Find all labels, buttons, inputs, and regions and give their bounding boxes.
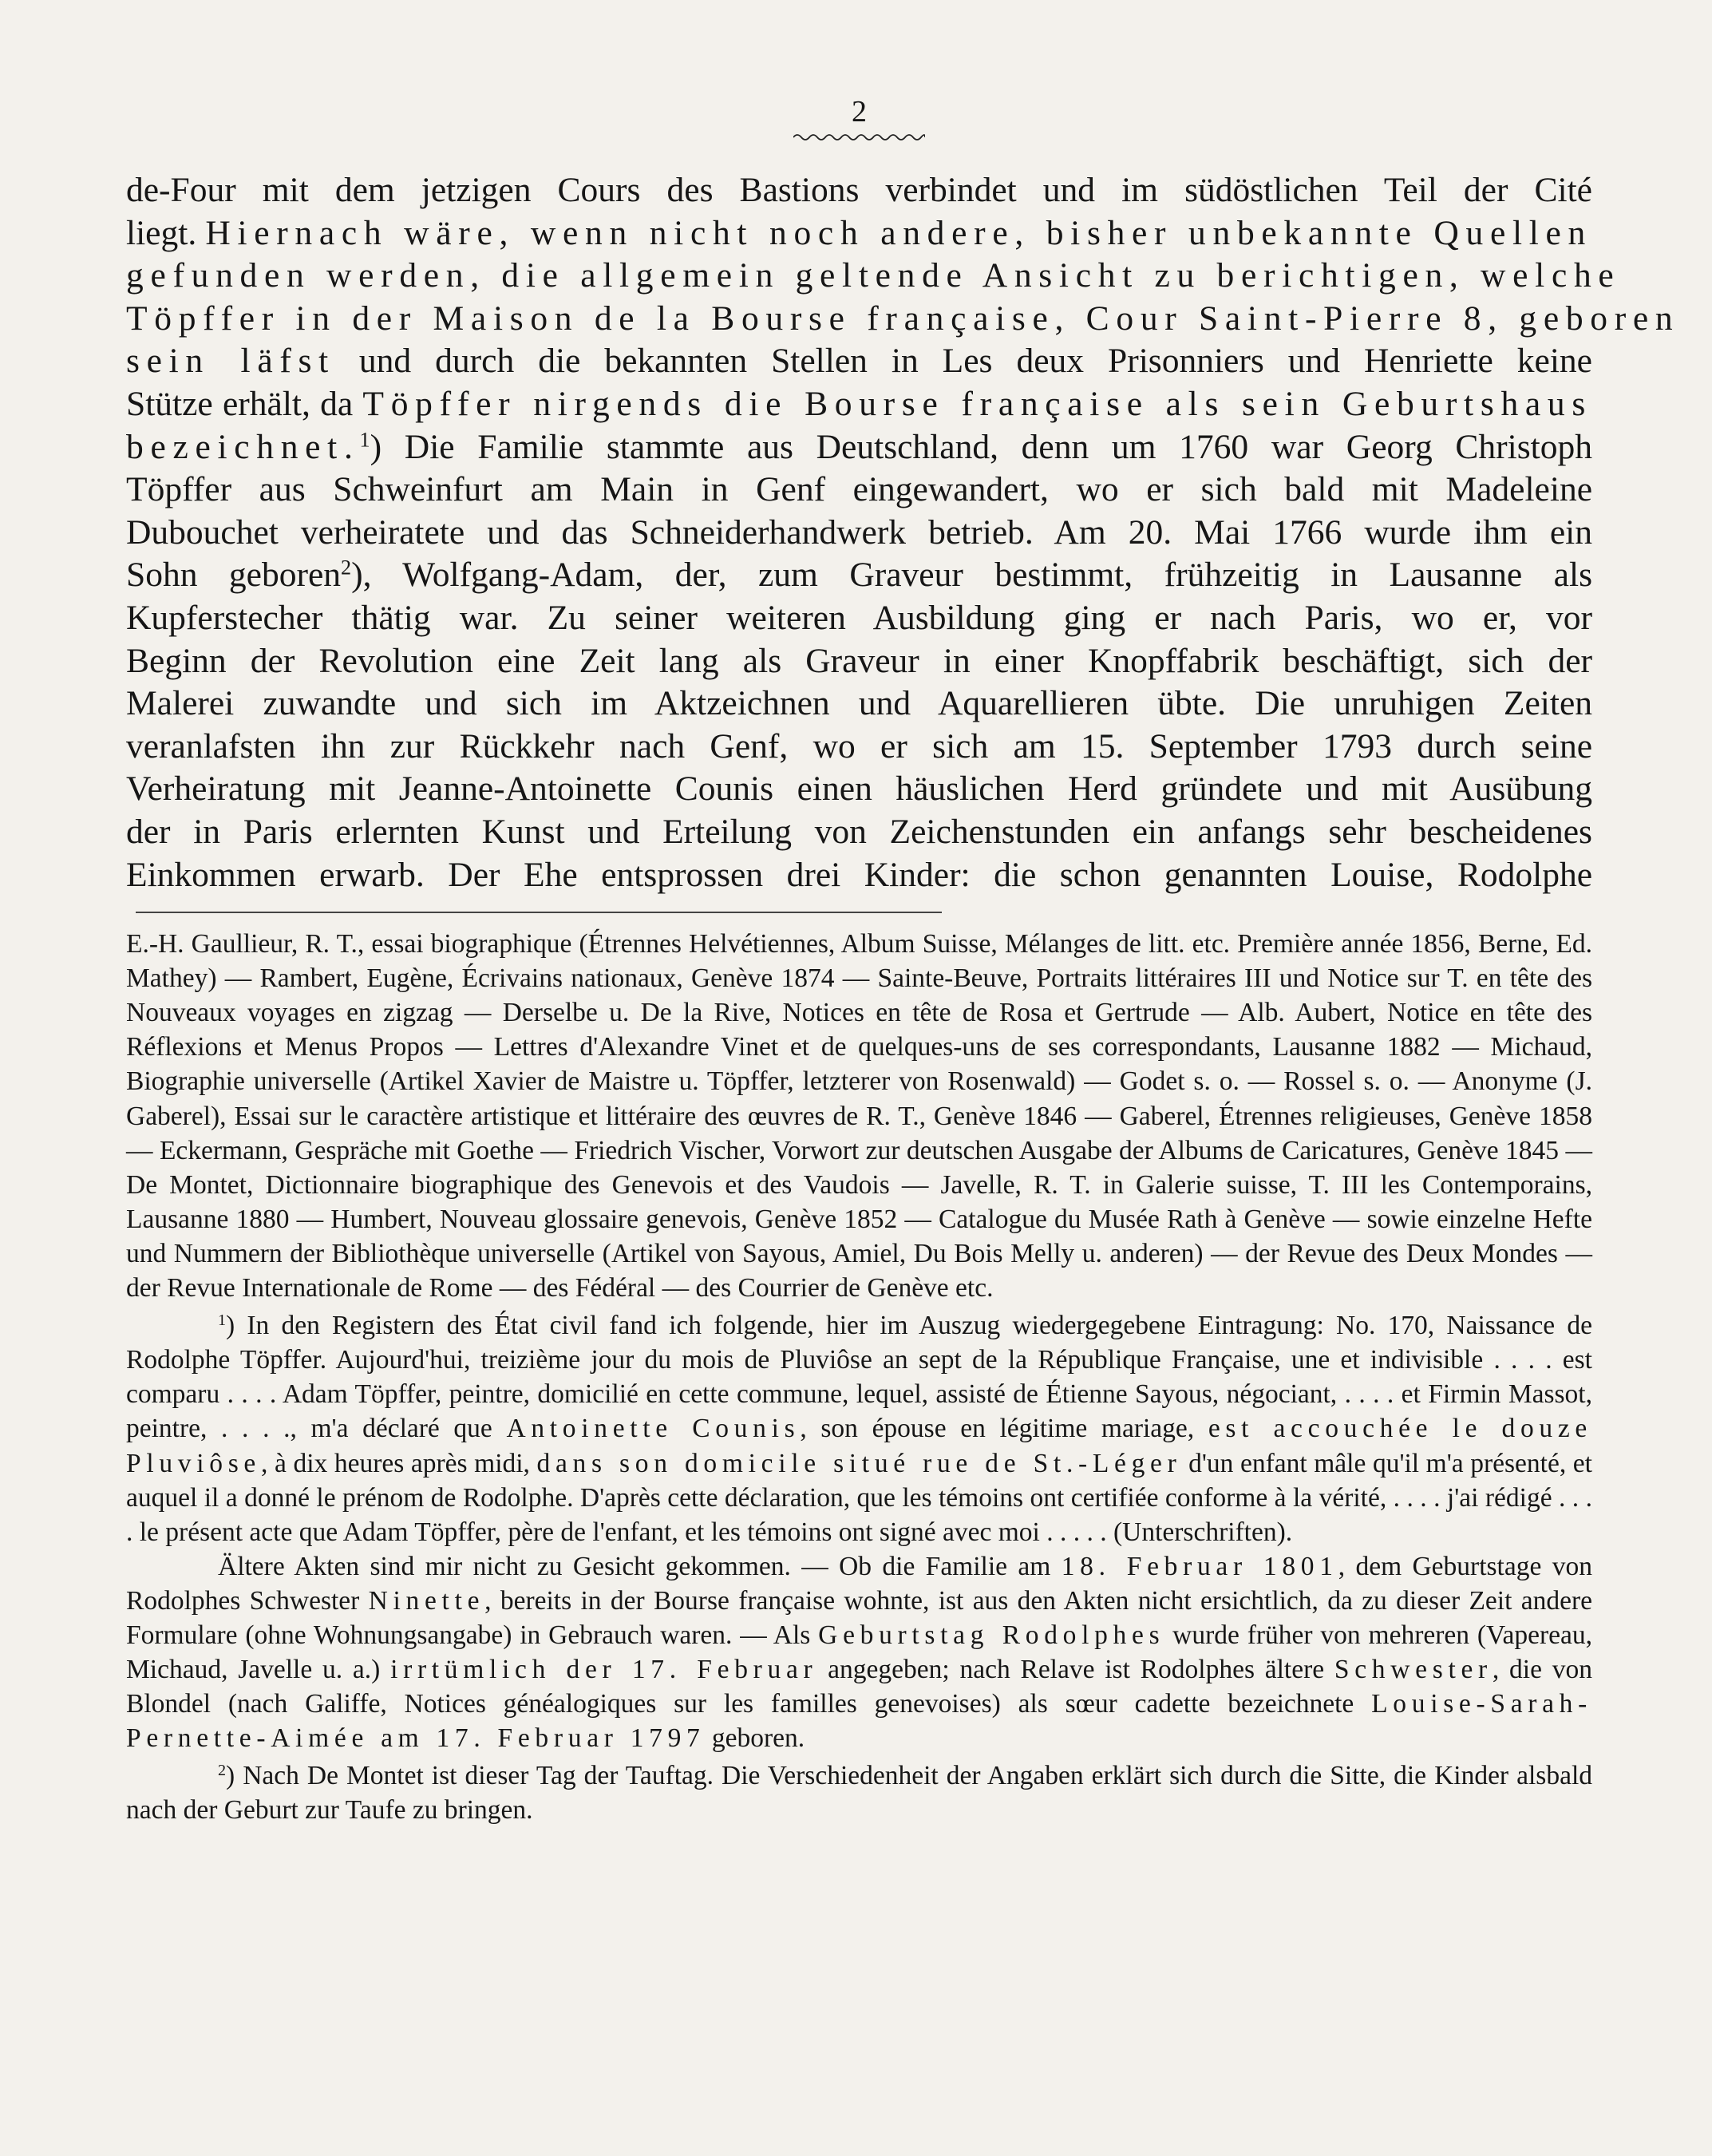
footnote-ref-2: 2	[341, 556, 352, 580]
body-line: Malerei zuwandte und sich im Aktzeichnen und Aquarellieren übte. Die unruhigen Zeiten	[126, 684, 1592, 723]
footnote-1: $^1$) In den Registern des État civil fand ich folgende, hier im Auszug wiedergegebene Eintragung: No. 170, Naissance de Rodolphe Töpffer. Aujourd'hui, treizième jour du mois de Pluviôse an sept de la République Française, une et indivisible . . . . est comparu . . . . Adam Töpffer, peintre, domicilié en cette commune, lequel, assisté de Étienne Sayous, négociant, . . . . et Firmin Massot, peintre, . . . ., m'a déclaré que Antoinette Counis, son épouse en légitime mariage, est accouchée le douze Pluviôse, à dix heures après midi, dans son domicile situé rue de St.-Léger d'un enfant mâle qu'il m'a présenté, et auquel il a donné le prénom de Rodolphe. D'après cette déclaration, que les témoins ont certifiée conforme à la vérité, . . . . j'ai rédigé . . . . le présent acte que Adam Töpffer, père de l'enfant, et les témoins ont signé avec moi . . . . . (Unterschriften).	[126, 1311, 1593, 1547]
footnote-2: $^2$) Nach De Montet ist dieser Tag der Tauftag. Die Verschiedenheit der Angaben erklärt sich durch die Sitte, die Kinder alsbald nach der Geburt zur Taufe zu bringen.	[126, 1761, 1592, 1826]
body-line: Stütze erhält, da Töpffer nirgends die Bourse française als sein Geburtshaus	[126, 384, 1592, 423]
body-line: Beginn der Revolution eine Zeit lang als Graveur in einer Knopffabrik beschäftigt, sich der	[126, 641, 1592, 680]
body-line: Sohn geboren$^2$), Wolfgang-Adam, der, zum Graveur bestimmt, frühzeitig in Lausanne als	[126, 556, 1593, 595]
body-line: Töpffer aus Schweinfurt am Main in Genf eingewandert, wo er sich bald mit Madeleine	[126, 470, 1592, 509]
body-line: Töpffer in der Maison de la Bourse française, Cour Saint-Pierre 8, geboren	[126, 299, 1680, 338]
body-line: Einkommen erwarb. Der Ehe entsprossen drei Kinder: die schon genannten Louise, Rodolphe	[126, 855, 1592, 894]
body-line: Kupferstecher thätig war. Zu seiner weiteren Ausbildung ging er nach Paris, wo er, vor	[126, 598, 1592, 637]
body-line: Verheiratung mit Jeanne-Antoinette Counis einen häuslichen Herd gründete und mit Ausübung	[126, 769, 1592, 809]
body-line: bezeichnet.$^1$) Die Familie stammte aus Deutschland, denn um 1760 war Georg Christoph	[126, 427, 1592, 466]
footnote-ref-1: 1	[359, 428, 370, 452]
wavy-rule-ornament	[793, 133, 925, 142]
body-line: liegt. Hiernach wäre, wenn nicht noch andere, bisher unbekannte Quellen	[126, 213, 1592, 252]
footnotes	[126, 927, 1592, 1827]
bibliography-note: E.-H. Gaullieur, R. T., essai biographique (Étrennes Helvétiennes, Album Suisse, Mélanges de litt. etc. Première année 1856, Berne, Ed. Mathey) — Rambert, Eugène, Écrivains nationaux, Genève 1874 — Sainte-Beuve, Portraits littéraires III und Notice sur T. en tête des Nouveaux voyages en zigzag — Derselbe u. De la Rive, Notices en tête de Rosa et Gertrude — Alb. Aubert, Notice en tête des Réflexions et Menus Propos — Lettres d'Alexandre Vinet et de quelques-uns de ses correspondants, Lausanne 1882 — Michaud, Biographie universelle (Artikel Xavier de Maistre u. Töpffer, letzterer von Rosenwald) — Godet s. o. — Rossel s. o. — Anonyme (J. Gaberel), Essai sur le caractère artistique et littéraire des œuvres de R. T., Genève 1846 — Gaberel, Étrennes religieuses, Genève 1858 — Eckermann, Gespräche mit Goethe — Friedrich Vischer, Vorwort zur deutschen Ausgabe der Albums de Caricatures, Genève 1845 — De Montet, Dictionnaire biographique des Genevois et des Vaudois — Javelle, R. T. in Galerie suisse, T. III les Contemporains, Lausanne 1880 — Humbert, Nouveau glossaire genevois, Genève 1852 — Catalogue du Musée Rath à Genève — sowie einzelne Hefte und Nummern der Bibliothèque universelle (Artikel von Sayous, Amiel, Du Bois Melly u. anderen) — der Revue des Deux Mondes — der Revue Internationale de Rome — des Fédéral — des Courrier de Genève etc.	[126, 929, 1592, 1303]
body-line: de-Four mit dem jetzigen Cours des Bastions verbindet und im südöstlichen Teil der Cité	[126, 171, 1592, 209]
main-text	[126, 169, 1680, 896]
body-line: der in Paris erlernten Kunst und Erteilung von Zeichenstunden ein anfangs sehr bescheidenes	[126, 812, 1592, 851]
page-number: 2	[852, 95, 867, 129]
footnote-divider	[136, 912, 942, 913]
body-line: veranlafsten ihn zur Rückkehr nach Genf, wo er sich am 15. September 1793 durch seine	[126, 726, 1592, 765]
body-line: Dubouchet verheiratete und das Schneiderhandwerk betrieb. Am 20. Mai 1766 wurde ihm ein	[126, 512, 1592, 552]
body-line: gefunden werden, die allgemein geltende Ansicht zu berichtigen, welche	[126, 256, 1621, 295]
footnote-1-continuation: Ältere Akten sind mir nicht zu Gesicht gekommen. — Ob die Familie am 18. Februar 1801, dem Geburtstage von Rodolphes Schwester Ninette, bereits in der Bourse française wohnte, ist aus den Akten nicht ersichtlich, da zu dieser Zeit andere Formulare (ohne Wohnungsangabe) in Gebrauch waren. — Als Geburtstag Rodolphes wurde früher von mehreren (Vapereau, Michaud, Javelle u. a.) irrtümlich der 17. Februar angegeben; nach Relave ist Rodolphes ältere Schwester, die von Blondel (nach Galiffe, Notices généalogiques sur les familles genevoises) als sœur cadette bezeichnete Louise-Sarah-Pernette-Aimée am 17. Februar 1797 geboren.	[126, 1551, 1593, 1754]
body-line: sein läfst und durch die bekannten Stellen in Les deux Prisonniers und Henriette keine	[126, 342, 1592, 381]
